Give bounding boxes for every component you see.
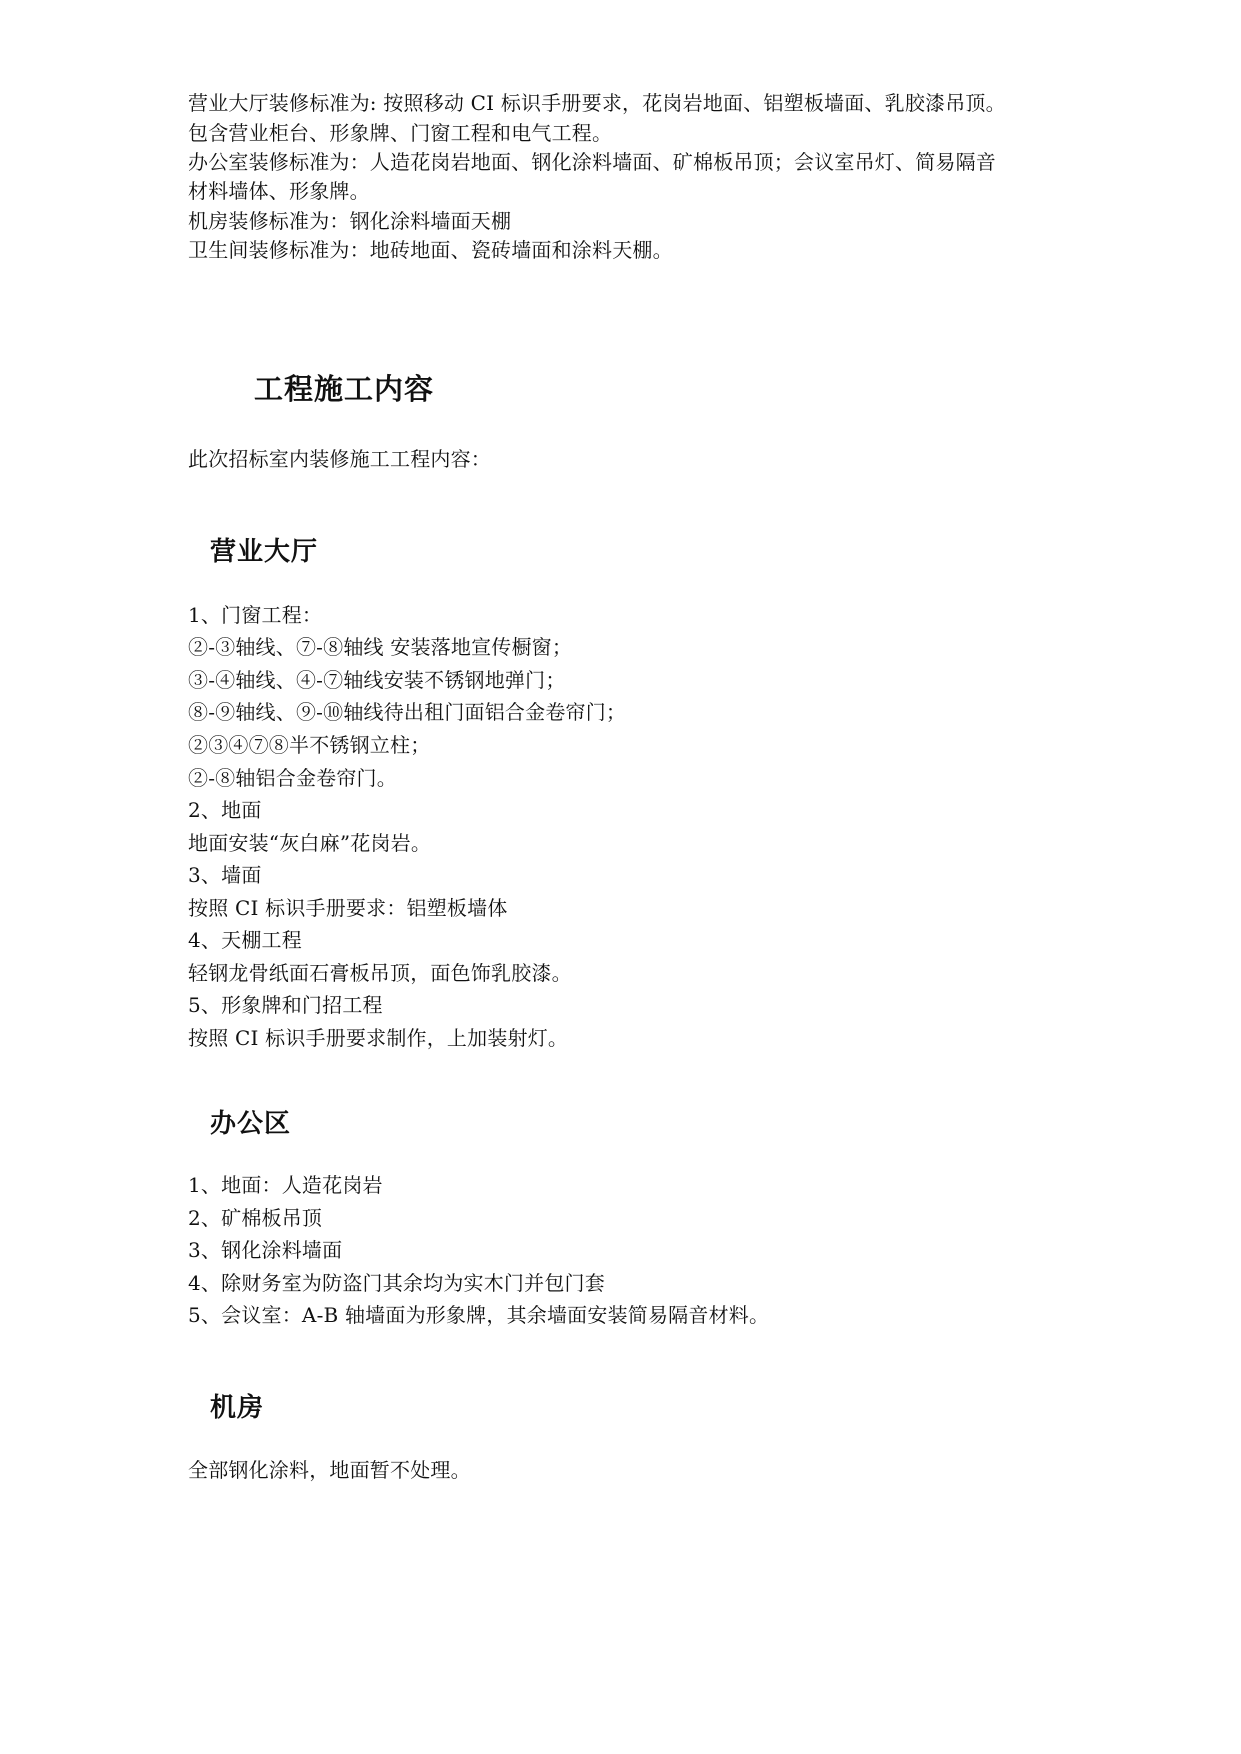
- machine-room-text: 全部钢化涂料，地面暂不处理。: [188, 1458, 471, 1482]
- office-line: 1、地面：人造花岗岩: [188, 1173, 383, 1197]
- intro-line: 卫生间装修标准为：地砖地面、瓷砖墙面和涂料天棚。: [188, 238, 673, 262]
- section-title-office: 办公区: [210, 1109, 292, 1139]
- hall-line: 2、地面: [188, 798, 262, 822]
- hall-line: 1、门窗工程：: [188, 603, 323, 627]
- hall-line: ②③④⑦⑧半不锈钢立柱；: [188, 733, 431, 757]
- hall-line: 按照 CI 标识手册要求：铝塑板墙体: [188, 896, 508, 920]
- intro-line: 包含营业柜台、形象牌、门窗工程和电气工程。: [188, 121, 613, 145]
- hall-line: 3、墙面: [188, 863, 262, 887]
- hall-line: 4、天棚工程: [188, 928, 302, 952]
- office-line: 3、钢化涂料墙面: [188, 1238, 343, 1262]
- intro-line: 机房装修标准为：钢化涂料墙面天棚: [188, 209, 512, 233]
- section-title-construction: 工程施工内容: [254, 372, 435, 406]
- office-line: 4、除财务室为防盗门其余均为实木门并包门套: [188, 1271, 605, 1295]
- hall-line: ②-③轴线、⑦-⑧轴线 安装落地宣传橱窗；: [188, 635, 573, 659]
- intro-line: 办公室装修标准为：人造花岗岩地面、钢化涂料墙面、矿棉板吊顶；会议室吊灯、简易隔音: [188, 150, 996, 174]
- intro-line: 营业大厅装修标准为: 按照移动 CI 标识手册要求，花岗岩地面、铝塑板墙面、乳胶漆吊顶。: [188, 91, 1006, 115]
- hall-line: ⑧-⑨轴线、⑨-⑩轴线待出租门面铝合金卷帘门；: [188, 700, 627, 724]
- hall-line: 地面安装“灰白麻”花岗岩。: [188, 831, 432, 855]
- intro-line: 材料墙体、形象牌。: [188, 179, 370, 203]
- hall-line: 5、形象牌和门招工程: [188, 993, 383, 1017]
- section-title-machine-room: 机房: [210, 1393, 265, 1423]
- hall-line: ③-④轴线、④-⑦轴线安装不锈钢地弹门；: [188, 668, 566, 692]
- hall-line: 轻钢龙骨纸面石膏板吊顶，面色饰乳胶漆。: [188, 961, 572, 985]
- hall-line: 按照 CI 标识手册要求制作，上加装射灯。: [188, 1026, 569, 1050]
- construction-intro: 此次招标室内装修施工工程内容：: [188, 447, 491, 471]
- hall-line: ②-⑧轴铝合金卷帘门。: [188, 766, 397, 790]
- section-title-hall: 营业大厅: [210, 537, 319, 567]
- office-line: 5、会议室：A-B 轴墙面为形象牌，其余墙面安装简易隔音材料。: [188, 1303, 770, 1327]
- office-line: 2、矿棉板吊顶: [188, 1206, 323, 1230]
